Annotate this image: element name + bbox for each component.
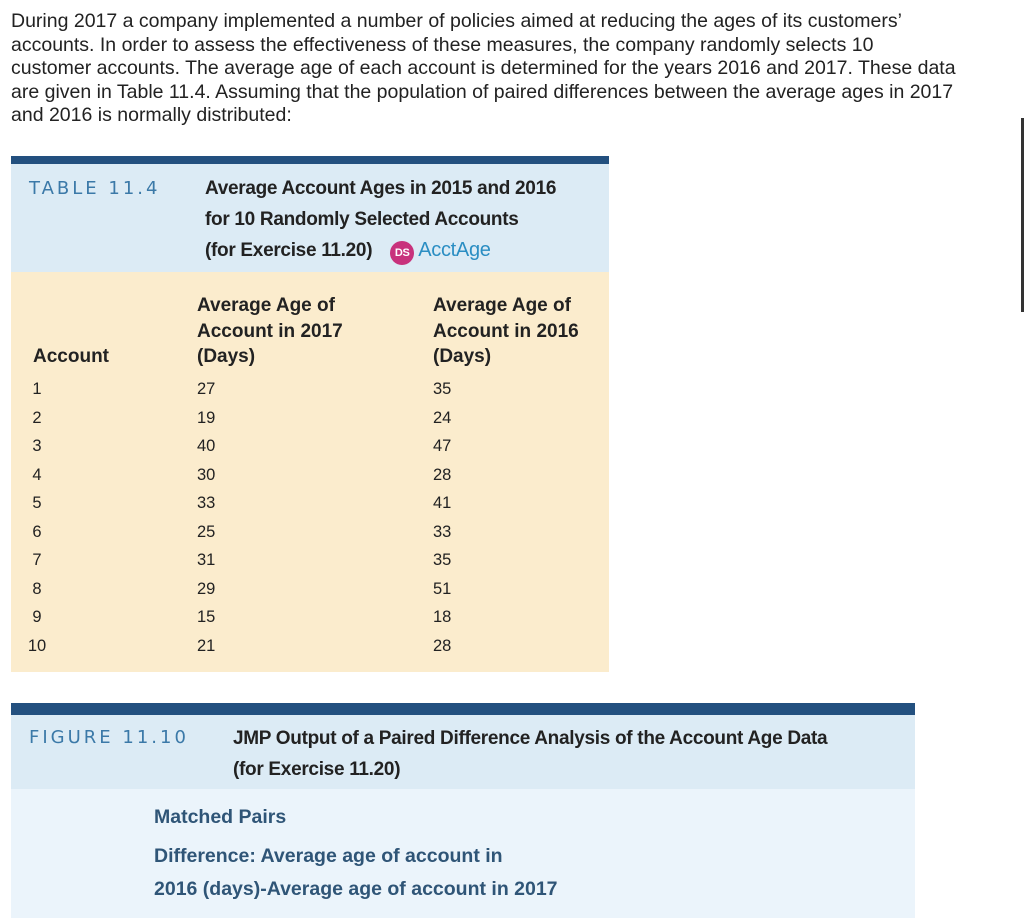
age-2016-cell: 28 <box>433 465 452 484</box>
table-title-line: Average Account Ages in 2015 and 2016 <box>205 178 557 199</box>
header-line: Average Age of <box>433 295 571 316</box>
figure-label: FIGURE 11.10 <box>29 727 189 748</box>
account-cell: 8 <box>32 579 42 598</box>
figure-top-bar <box>11 703 915 715</box>
problem-line: and 2016 is normally distributed: <box>11 104 292 126</box>
figure-11-10 <box>11 703 915 918</box>
difference-label: Difference: Average age of account in <box>154 845 503 867</box>
age-2017-cell: 33 <box>197 494 216 512</box>
age-2017-cell: 15 <box>197 608 216 626</box>
age-2016-cell: 41 <box>433 494 452 512</box>
account-cell: 7 <box>32 551 42 569</box>
account-cell: 3 <box>32 437 42 455</box>
age-2016-cell: 28 <box>433 636 452 655</box>
account-cell: 9 <box>32 608 42 626</box>
table-title-line: for 10 Randomly Selected Accounts <box>205 208 519 230</box>
matched-pairs-heading: Matched Pairs <box>154 806 287 828</box>
header-line: (Days) <box>197 346 256 367</box>
problem-statement <box>11 10 1021 128</box>
problem-line: accounts. In order to assess the effectiveness of these measures, the company randomly selects 10 <box>11 33 874 56</box>
age-2016-cell: 18 <box>433 608 452 626</box>
age-2016-cell: 33 <box>433 522 452 541</box>
age-2017-cell: 25 <box>197 522 216 541</box>
age-2017-cell: 21 <box>197 636 216 655</box>
age-2016-cell: 24 <box>433 408 452 427</box>
header-line: Average Age of <box>197 295 335 316</box>
table-top-bar <box>11 156 609 164</box>
figure-title-line: JMP Output of a Paired Difference Analysis of the Account Age Data <box>233 728 828 749</box>
dataset-link[interactable]: AcctAge <box>418 239 491 261</box>
age-2016-cell: 51 <box>433 579 452 598</box>
table-title-line <box>205 235 556 267</box>
age-2017-cell: 19 <box>197 408 216 427</box>
dataset-icon: DS <box>390 241 414 265</box>
difference-label-cont: 2016 (days)-Average age of account in 2017 <box>154 878 558 900</box>
table-title <box>205 174 556 267</box>
figure-title <box>233 723 827 785</box>
account-cell: 1 <box>32 380 42 398</box>
account-cell: 4 <box>32 465 42 484</box>
header-line: (Days) <box>433 346 492 367</box>
account-cell: 2 <box>32 408 42 427</box>
age-2017-cell: 31 <box>197 551 216 569</box>
age-2017-cell: 27 <box>197 380 216 398</box>
header-age-2017 <box>197 293 343 370</box>
age-2017-cell: 29 <box>197 579 216 598</box>
account-cell: 10 <box>27 636 47 655</box>
table-label: TABLE 11.4 <box>29 178 161 199</box>
age-2016-cell: 35 <box>433 551 452 569</box>
figure-title-line: (for Exercise 11.20) <box>233 759 401 780</box>
table-title-exercise: (for Exercise 11.20) <box>205 240 373 261</box>
header-line: Account in 2016 <box>433 320 579 342</box>
problem-line: During 2017 a company implemented a number of policies aimed at reducing the ages of its customers’ <box>11 10 902 32</box>
header-line: Account in 2017 <box>197 320 343 342</box>
age-2016-cell: 35 <box>433 380 452 398</box>
problem-line: are given in Table 11.4. Assuming that the population of paired differences between the average ages in 2017 <box>11 80 954 103</box>
account-cell: 5 <box>32 494 42 512</box>
table-11-4 <box>11 156 609 672</box>
header-age-2016 <box>433 293 579 370</box>
header-account: Account <box>33 346 109 367</box>
account-cell: 6 <box>32 522 42 541</box>
age-2016-cell: 47 <box>433 437 452 455</box>
problem-line: customer accounts. The average age of each account is determined for the years 2016 and 2017. These data <box>11 57 956 79</box>
age-2017-cell: 40 <box>197 437 216 455</box>
age-2017-cell: 30 <box>197 465 216 484</box>
